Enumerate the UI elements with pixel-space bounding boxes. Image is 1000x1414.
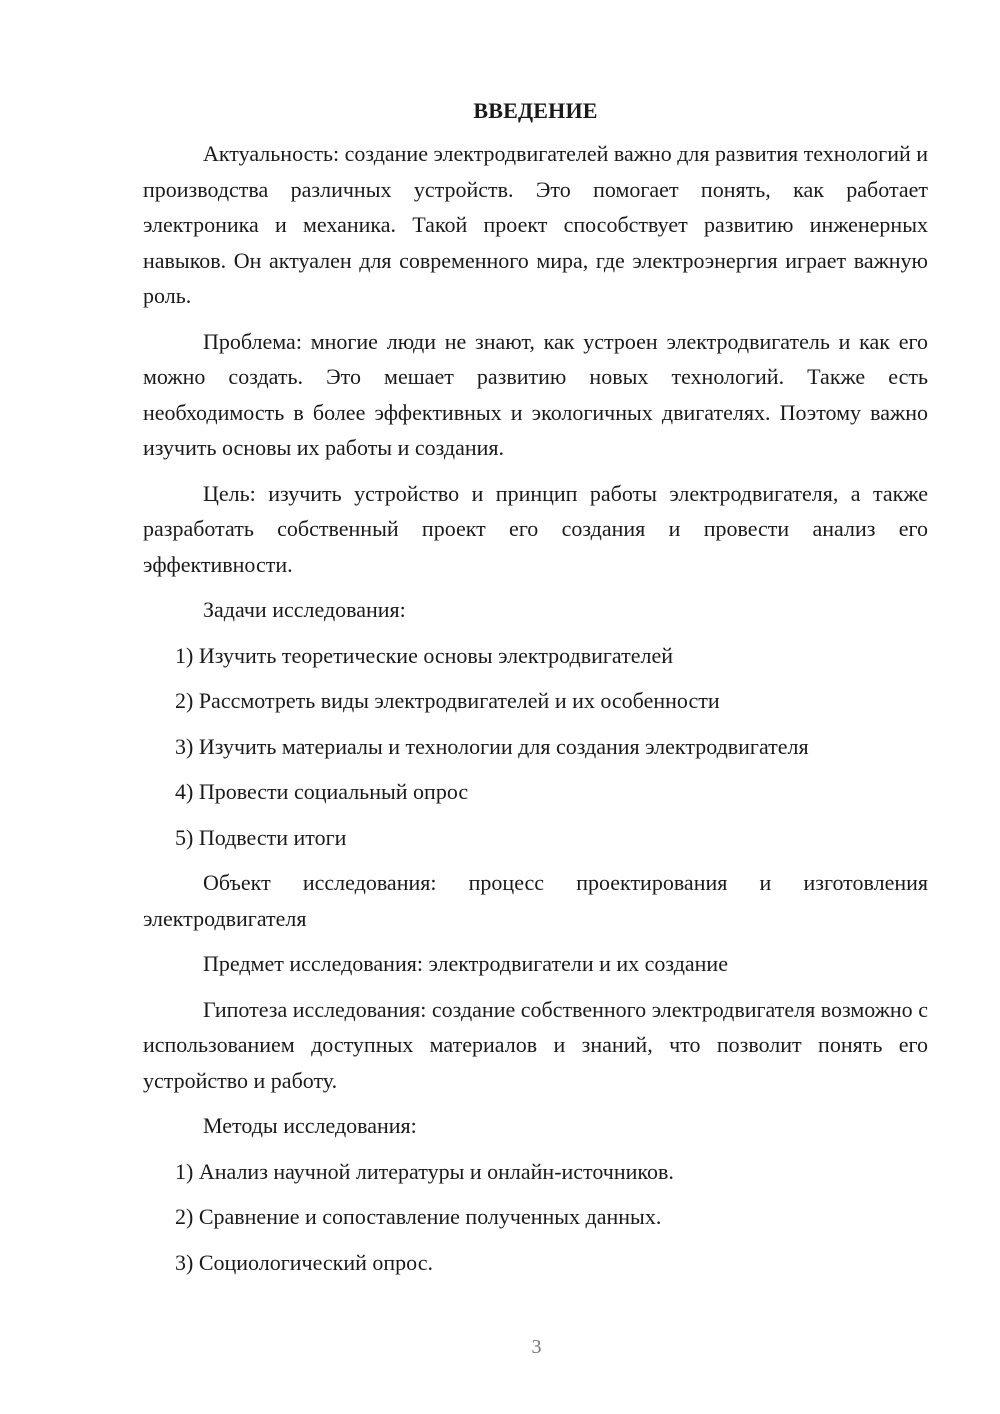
hypothesis-paragraph: Гипотеза исследования: создание собственного электродвигателя возможно с использованием доступных материалов и знаний, что позволит понять его устройство и работу. bbox=[143, 996, 928, 1093]
methods-heading: Методы исследования: bbox=[203, 1113, 417, 1138]
method-item-2: 2) Сравнение и сопоставление полученных данных. bbox=[175, 1204, 662, 1229]
section-title: ВВЕДЕНИЕ bbox=[473, 98, 598, 123]
goal-paragraph: Цель: изучить устройство и принцип работы электродвигателя, а также разработать собственный проект его создания и провести анализ его эффективности. bbox=[143, 480, 928, 577]
document-page bbox=[143, 96, 928, 1290]
method-item-3: 3) Социологический опрос. bbox=[175, 1249, 433, 1275]
object-paragraph: Объект исследования: процесс проектирования и изготовления электродвигателя bbox=[143, 870, 928, 931]
task-item-5: 5) Подвести итоги bbox=[175, 824, 347, 850]
relevance-paragraph: Актуальность: создание электродвигателей важно для развития технологий и производства различных устройств. Это помогает понять, как работает электроника и механика. Такой проект способствует развитию инженерных навыков. Он актуален для современного мира, где электроэнергия играет важную роль. bbox=[143, 141, 929, 308]
page-number: 3 bbox=[531, 1336, 542, 1358]
method-item-1: 1) Анализ научной литературы и онлайн-источников. bbox=[175, 1158, 674, 1184]
tasks-heading: Задачи исследования: bbox=[203, 597, 406, 622]
task-item-3: 3) Изучить материалы и технологии для создания электродвигателя bbox=[175, 733, 809, 759]
problem-paragraph: Проблема: многие люди не знают, как устроен электродвигатель и как его можно создать. Это мешает развитию новых технологий. Также есть необходимость в более эффективных и экологичных двигателях. Поэтому важно изучить основы их работы и создания. bbox=[143, 328, 928, 460]
subject-paragraph: Предмет исследования: электродвигатели и их создание bbox=[203, 951, 728, 976]
task-item-4: 4) Провести социальный опрос bbox=[175, 779, 469, 804]
tasks-list bbox=[143, 638, 928, 856]
task-item-2: 2) Рассмотреть виды электродвигателей и их особенности bbox=[175, 688, 720, 713]
task-item-1: 1) Изучить теоретические основы электродвигателей bbox=[175, 642, 673, 668]
methods-list bbox=[143, 1154, 928, 1281]
